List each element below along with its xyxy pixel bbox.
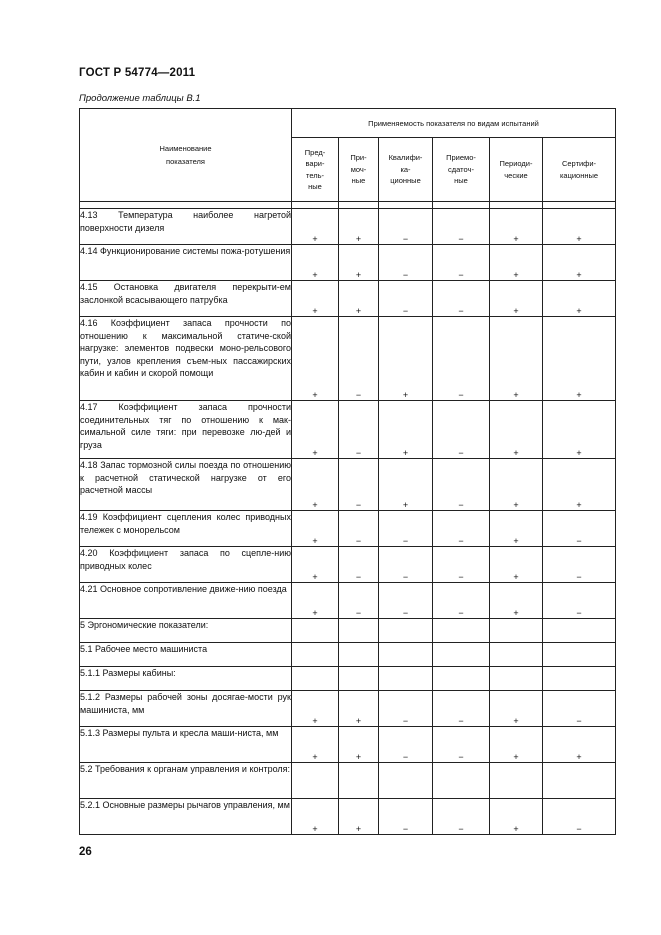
applicability-mark: +: [379, 317, 433, 401]
table-row: [80, 763, 616, 799]
applicability-mark: −: [433, 401, 490, 459]
column-header-qualification: Квалифи- ка- ционные: [379, 138, 433, 202]
applicability-mark: [379, 643, 433, 667]
applicability-mark: −: [339, 547, 379, 583]
applicability-mark: −: [543, 547, 616, 583]
applicability-mark: +: [543, 317, 616, 401]
page-number: 26: [79, 846, 92, 858]
applicability-mark: +: [543, 727, 616, 763]
table-row: [80, 245, 616, 281]
table-row: [80, 317, 616, 401]
applicability-mark: +: [490, 691, 543, 727]
table-caption: Продолжение таблицы В.1: [79, 93, 201, 104]
applicability-mark: +: [543, 281, 616, 317]
applicability-mark: −: [379, 727, 433, 763]
spacer-cell: [433, 202, 490, 209]
indicator-name: 4.20 Коэффициент запаса по сцепле-нию приводных колес: [80, 547, 292, 583]
applicability-mark: [379, 667, 433, 691]
applicability-mark: +: [339, 691, 379, 727]
applicability-mark: +: [543, 209, 616, 245]
applicability-mark: −: [543, 583, 616, 619]
applicability-mark: +: [490, 281, 543, 317]
applicability-mark: −: [379, 547, 433, 583]
column-header-acceptance-trial: При- моч- ные: [339, 138, 379, 202]
applicability-mark: −: [433, 317, 490, 401]
applicability-mark: +: [292, 547, 339, 583]
applicability-mark: −: [379, 245, 433, 281]
applicability-mark: −: [433, 691, 490, 727]
applicability-mark: +: [379, 459, 433, 511]
applicability-mark: +: [490, 209, 543, 245]
applicability-mark: +: [490, 459, 543, 511]
applicability-mark: −: [379, 209, 433, 245]
applicability-mark: [292, 763, 339, 799]
applicability-mark: [490, 643, 543, 667]
applicability-mark: +: [292, 691, 339, 727]
applicability-mark: +: [339, 727, 379, 763]
applicability-mark: +: [543, 459, 616, 511]
applicability-mark: +: [292, 401, 339, 459]
applicability-mark: +: [543, 401, 616, 459]
applicability-mark: [339, 619, 379, 643]
applicability-mark: +: [490, 547, 543, 583]
spacer-cell: [379, 202, 433, 209]
applicability-mark: [490, 667, 543, 691]
applicability-mark: +: [292, 511, 339, 547]
applicability-mark: −: [379, 511, 433, 547]
applicability-mark: +: [339, 281, 379, 317]
applicability-mark: −: [543, 511, 616, 547]
applicability-mark: −: [339, 511, 379, 547]
table-row: [80, 459, 616, 511]
applicability-mark: −: [433, 583, 490, 619]
applicability-mark: +: [292, 583, 339, 619]
applicability-mark: [433, 643, 490, 667]
indicator-name: 4.21 Основное сопротивление движе-нию поезда: [80, 583, 292, 619]
indicator-name: 4.17 Коэффициент запаса прочности соединительных тяг по отношению к мак-симальной силе тяги: при перевозке лю-дей и груза: [80, 401, 292, 459]
indicator-name: 4.18 Запас тормозной силы поезда по отношению к расчетной статической нагрузке от его расчетной массы: [80, 459, 292, 511]
table-row: [80, 209, 616, 245]
indicator-name: 4.16 Коэффициент запаса прочности по отношению к максимальной статиче-ской нагрузке: элементов подвески моно-рельсового пути, узлов крепления съем-ных пассажирских кабин и кабин и скорой помощи: [80, 317, 292, 401]
applicability-mark: +: [292, 459, 339, 511]
column-header-acceptance: Приемо- сдаточ- ные: [433, 138, 490, 202]
applicability-mark: −: [379, 583, 433, 619]
spacer-cell: [339, 202, 379, 209]
table-body: [80, 202, 616, 835]
applicability-mark: +: [490, 583, 543, 619]
applicability-mark: +: [490, 799, 543, 835]
applicability-mark: [543, 643, 616, 667]
applicability-mark: −: [339, 401, 379, 459]
indicator-name: 5.1.1 Размеры кабины:: [80, 667, 292, 691]
table-row: [80, 281, 616, 317]
applicability-mark: [543, 619, 616, 643]
applicability-group-header: Применяемость показателя по видам испытаний: [292, 109, 616, 138]
indicator-name: 4.19 Коэффициент сцепления колес приводных тележек с монорельсом: [80, 511, 292, 547]
document-header: ГОСТ Р 54774—2011: [79, 67, 196, 79]
applicability-mark: −: [433, 799, 490, 835]
applicability-mark: −: [379, 691, 433, 727]
indicator-name: 4.14 Функционирование системы пожа-ротушения: [80, 245, 292, 281]
applicability-mark: +: [339, 245, 379, 281]
applicability-mark: −: [433, 459, 490, 511]
indicator-name: 5.1.2 Размеры рабочей зоны досягае-мости рук машиниста, мм: [80, 691, 292, 727]
header-spacer-row: [80, 202, 616, 209]
indicator-name: 5.2 Требования к органам управления и контроля:: [80, 763, 292, 799]
applicability-mark: +: [543, 245, 616, 281]
applicability-mark: +: [292, 727, 339, 763]
applicability-mark: −: [339, 317, 379, 401]
applicability-mark: −: [339, 459, 379, 511]
applicability-mark: +: [292, 281, 339, 317]
applicability-mark: [433, 619, 490, 643]
applicability-mark: [433, 667, 490, 691]
name-column-header-text: Наименование показателя: [159, 144, 212, 166]
applicability-mark: −: [339, 583, 379, 619]
table-row: [80, 619, 616, 643]
applicability-mark: +: [292, 317, 339, 401]
applicability-mark: +: [490, 317, 543, 401]
applicability-mark: −: [433, 281, 490, 317]
applicability-mark: +: [339, 209, 379, 245]
spacer-cell: [80, 202, 292, 209]
applicability-mark: −: [543, 691, 616, 727]
column-header-preliminary: Пред- вари- тель- ные: [292, 138, 339, 202]
column-header-periodic: Периоди- ческие: [490, 138, 543, 202]
column-header-certification: Сертифи- кационные: [543, 138, 616, 202]
table-row: [80, 643, 616, 667]
applicability-mark: [490, 619, 543, 643]
table-row: [80, 691, 616, 727]
applicability-mark: +: [292, 245, 339, 281]
applicability-mark: +: [379, 401, 433, 459]
applicability-mark: [292, 643, 339, 667]
applicability-mark: [379, 619, 433, 643]
applicability-mark: [339, 763, 379, 799]
applicability-mark: [433, 763, 490, 799]
table-row: [80, 799, 616, 835]
applicability-mark: −: [433, 245, 490, 281]
applicability-mark: [339, 643, 379, 667]
applicability-mark: +: [292, 799, 339, 835]
indicator-name: 4.15 Остановка двигателя перекрыти-ем заслонкой всасывающего патрубка: [80, 281, 292, 317]
spacer-cell: [292, 202, 339, 209]
name-column-header: [80, 109, 292, 202]
applicability-mark: +: [292, 209, 339, 245]
applicability-mark: +: [339, 799, 379, 835]
applicability-mark: [490, 763, 543, 799]
table-row: [80, 667, 616, 691]
applicability-mark: −: [433, 727, 490, 763]
table-row: [80, 583, 616, 619]
spacer-cell: [490, 202, 543, 209]
applicability-mark: +: [490, 245, 543, 281]
applicability-mark: [543, 763, 616, 799]
indicator-name: 4.13 Температура наиболее нагретой поверхности дизеля: [80, 209, 292, 245]
applicability-mark: [379, 763, 433, 799]
table-row: [80, 727, 616, 763]
applicability-mark: [292, 667, 339, 691]
applicability-mark: −: [379, 799, 433, 835]
applicability-mark: +: [490, 511, 543, 547]
spacer-cell: [543, 202, 616, 209]
table-row: [80, 511, 616, 547]
indicator-name: 5.1 Рабочее место машиниста: [80, 643, 292, 667]
table-row: [80, 547, 616, 583]
indicator-name: 5.1.3 Размеры пульта и кресла маши-ниста, мм: [80, 727, 292, 763]
applicability-mark: +: [490, 727, 543, 763]
applicability-mark: +: [490, 401, 543, 459]
applicability-mark: −: [543, 799, 616, 835]
applicability-mark: [339, 667, 379, 691]
applicability-mark: [543, 667, 616, 691]
applicability-mark: −: [433, 547, 490, 583]
applicability-mark: −: [379, 281, 433, 317]
table-row: [80, 401, 616, 459]
applicability-mark: −: [433, 511, 490, 547]
applicability-table: [79, 108, 616, 835]
applicability-mark: [292, 619, 339, 643]
applicability-mark: −: [433, 209, 490, 245]
indicator-name: 5.2.1 Основные размеры рычагов управления, мм: [80, 799, 292, 835]
indicator-name: 5 Эргономические показатели:: [80, 619, 292, 643]
